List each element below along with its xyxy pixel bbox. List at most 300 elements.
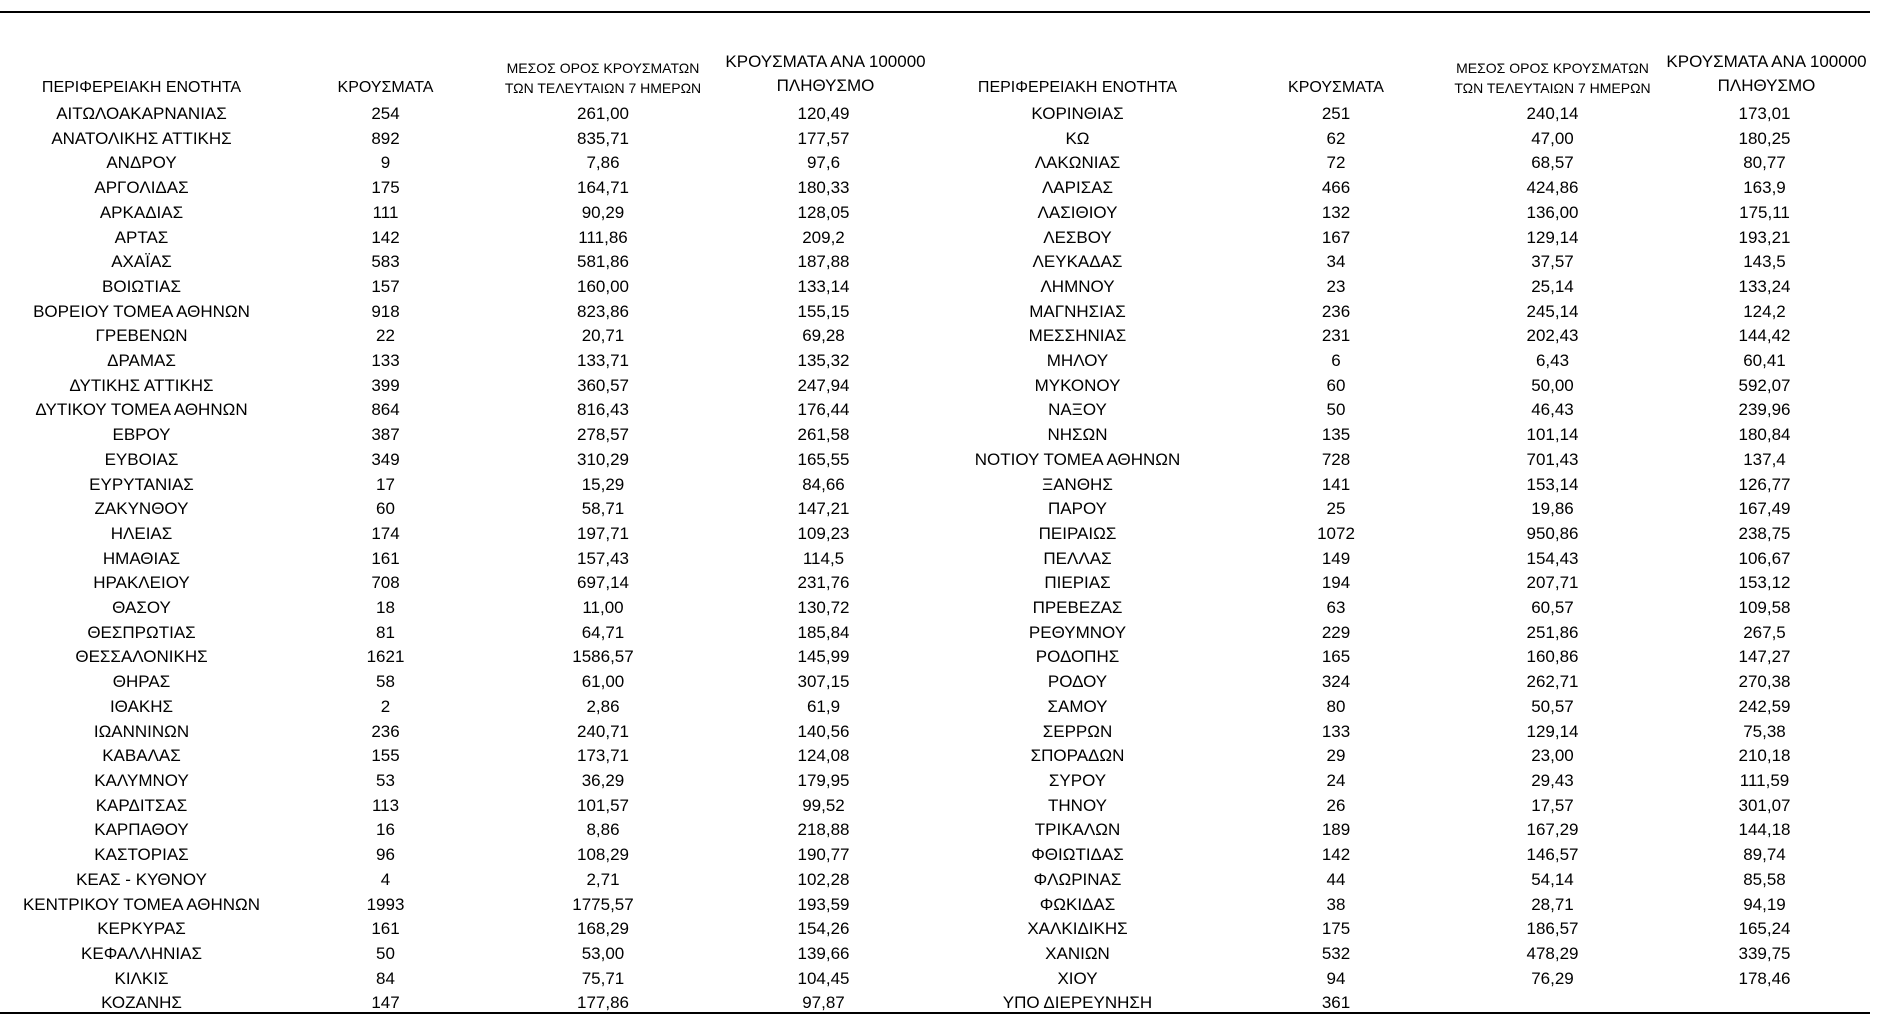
header-avg7-text: ΜΕΣΟΣ ΟΡΟΣ ΚΡΟΥΣΜΑΤΩΝ ΤΩΝ ΤΕΛΕΥΤΑΙΩΝ 7 ΗΜΕΡΩΝ bbox=[1454, 60, 1651, 96]
cases-cell: 63 bbox=[1326, 598, 1346, 618]
per100k-cell: 102,28 bbox=[797, 869, 850, 889]
per100k-cell: 187,88 bbox=[797, 252, 850, 272]
cases-cell: 113 bbox=[371, 795, 400, 815]
cases-cell: 60 bbox=[376, 499, 395, 519]
cases-cell: 728 bbox=[1321, 449, 1351, 469]
avg7-cell: 360,57 bbox=[577, 375, 629, 395]
cases-cell: 236 bbox=[371, 721, 400, 741]
region-cell: ΣΕΡΡΩΝ bbox=[1042, 721, 1113, 741]
region-cell: ΤΗΝΟΥ bbox=[1048, 795, 1107, 815]
region-cell: ΜΗΛΟΥ bbox=[1046, 351, 1109, 371]
cases-cell: 229 bbox=[1321, 622, 1351, 642]
per100k-cell: 126,77 bbox=[1738, 474, 1791, 494]
region-cell: ΖΑΚΥΝΘΟΥ bbox=[94, 499, 189, 519]
avg7-cell: 2,86 bbox=[586, 696, 620, 716]
region-cell: ΧΑΛΚΙΔΙΚΗΣ bbox=[1027, 919, 1128, 939]
per100k-cell: 238,75 bbox=[1738, 523, 1791, 543]
region-cell: ΚΙΛΚΙΣ bbox=[114, 968, 169, 988]
avg7-cell: 7,86 bbox=[586, 153, 620, 173]
cases-cell: 81 bbox=[376, 622, 395, 642]
table-row bbox=[0, 102, 1870, 127]
avg7-cell: 111,86 bbox=[578, 227, 628, 247]
table-row bbox=[0, 868, 1870, 893]
region-cell: ΗΜΑΘΙΑΣ bbox=[102, 548, 181, 568]
per100k-cell: 231,76 bbox=[797, 573, 850, 593]
cases-cell: 23 bbox=[1326, 276, 1346, 296]
avg7-cell: 23,00 bbox=[1531, 746, 1574, 766]
cases-cell: 135 bbox=[1321, 425, 1351, 445]
per100k-cell: 143,5 bbox=[1743, 252, 1786, 272]
per100k-cell: 130,72 bbox=[797, 598, 850, 618]
cases-cell: 147 bbox=[371, 993, 400, 1013]
region-cell: ΛΕΣΒΟΥ bbox=[1043, 227, 1112, 247]
avg7-cell: 816,43 bbox=[577, 400, 629, 420]
cases-cell: 167 bbox=[1321, 227, 1351, 247]
header-region-left: ΠΕΡΙΦΕΡΕΙΑΚΗ ΕΝΟΤΗΤΑ bbox=[41, 79, 242, 96]
region-cell: ΜΕΣΣΗΝΙΑΣ bbox=[1028, 326, 1127, 346]
region-cell: ΗΛΕΙΑΣ bbox=[110, 523, 173, 543]
avg7-cell: 823,86 bbox=[577, 301, 629, 321]
region-cell: ΦΩΚΙΔΑΣ bbox=[1039, 894, 1116, 914]
per100k-cell: 133,14 bbox=[797, 276, 850, 296]
region-cell: ΦΛΩΡΙΝΑΣ bbox=[1033, 869, 1122, 889]
per100k-cell: 167,49 bbox=[1738, 499, 1791, 519]
avg7-cell: 50,00 bbox=[1531, 375, 1574, 395]
header-cases-left: ΚΡΟΥΣΜΑΤΑ bbox=[337, 79, 434, 96]
cases-cell: 175 bbox=[371, 178, 400, 198]
cases-cell: 254 bbox=[371, 104, 400, 123]
avg7-cell: 245,14 bbox=[1526, 301, 1579, 321]
region-cell: ΘΗΡΑΣ bbox=[112, 672, 171, 692]
per100k-cell: 147,27 bbox=[1738, 647, 1791, 667]
header-avg7-left bbox=[488, 50, 718, 102]
header-per100k-left bbox=[718, 50, 929, 102]
avg7-cell: 697,14 bbox=[577, 573, 629, 593]
avg7-cell: 46,43 bbox=[1531, 400, 1574, 420]
per100k-cell: 210,18 bbox=[1738, 746, 1791, 766]
per100k-cell: 133,24 bbox=[1738, 276, 1791, 296]
table-row bbox=[0, 275, 1870, 300]
per100k-cell: 193,21 bbox=[1738, 227, 1791, 247]
region-cell: ΑΡΤΑΣ bbox=[114, 227, 169, 247]
avg7-cell: 101,14 bbox=[1526, 425, 1579, 445]
cases-cell: 22 bbox=[376, 326, 395, 346]
cases-cell: 149 bbox=[1321, 548, 1351, 568]
table-row bbox=[0, 769, 1870, 794]
avg7-cell: 108,29 bbox=[577, 845, 629, 865]
per100k-cell: 301,07 bbox=[1738, 795, 1791, 815]
cases-cell: 44 bbox=[1326, 869, 1346, 889]
table-row bbox=[0, 547, 1870, 572]
region-cell: ΤΡΙΚΑΛΩΝ bbox=[1034, 820, 1121, 840]
cases-cell: 53 bbox=[376, 770, 395, 790]
per100k-cell: 247,94 bbox=[797, 375, 850, 395]
region-cell: ΑΧΑΪΑΣ bbox=[111, 252, 172, 272]
cases-cell: 157 bbox=[371, 276, 400, 296]
avg7-cell: 207,71 bbox=[1526, 573, 1579, 593]
avg7-cell: 8,86 bbox=[586, 820, 620, 840]
cases-cell: 50 bbox=[376, 943, 395, 963]
avg7-cell: 75,71 bbox=[581, 968, 625, 988]
avg7-cell: 29,43 bbox=[1531, 770, 1574, 790]
table-row bbox=[0, 497, 1870, 522]
top-border-line bbox=[0, 11, 1870, 13]
table-row bbox=[0, 448, 1870, 473]
per100k-cell: 120,49 bbox=[797, 104, 850, 123]
cases-sheet bbox=[0, 50, 1870, 1016]
cases-cell: 1072 bbox=[1317, 523, 1355, 543]
region-cell: ΠΙΕΡΙΑΣ bbox=[1044, 573, 1111, 593]
avg7-cell: 251,86 bbox=[1526, 622, 1579, 642]
table-row bbox=[0, 398, 1870, 423]
region-cell: ΕΥΡΥΤΑΝΙΑΣ bbox=[89, 474, 194, 494]
table-row bbox=[0, 522, 1870, 547]
per100k-cell: 84,66 bbox=[802, 474, 845, 494]
region-cell: ΣΑΜΟΥ bbox=[1047, 696, 1108, 716]
table-row bbox=[0, 176, 1870, 201]
avg7-cell: 167,29 bbox=[1526, 820, 1579, 840]
cases-cell: 349 bbox=[371, 449, 400, 469]
table-row bbox=[0, 473, 1870, 498]
cases-cell: 34 bbox=[1326, 252, 1346, 272]
cases-cell: 194 bbox=[1321, 573, 1351, 593]
cases-cell: 111 bbox=[372, 202, 399, 222]
cases-cell: 4 bbox=[380, 869, 391, 889]
avg7-cell: 76,29 bbox=[1531, 968, 1574, 988]
table-row bbox=[0, 349, 1870, 374]
cases-cell: 133 bbox=[371, 351, 400, 371]
cases-cell: 72 bbox=[1326, 153, 1346, 173]
per100k-cell: 178,46 bbox=[1738, 968, 1791, 988]
table-body bbox=[0, 102, 1870, 1016]
cases-cell: 165 bbox=[1321, 647, 1351, 667]
cases-cell: 1993 bbox=[366, 894, 405, 914]
cases-cell: 25 bbox=[1326, 499, 1346, 519]
region-cell: ΕΒΡΟΥ bbox=[112, 425, 171, 445]
table-row bbox=[0, 967, 1870, 992]
region-cell: ΚΕΝΤΡΙΚΟΥ ΤΟΜΕΑ ΑΘΗΝΩΝ bbox=[22, 894, 261, 914]
per100k-cell: 109,58 bbox=[1738, 598, 1791, 618]
region-cell: ΓΡΕΒΕΝΩΝ bbox=[95, 326, 188, 346]
per100k-cell: 270,38 bbox=[1738, 672, 1791, 692]
table-row bbox=[0, 250, 1870, 275]
cases-cell: 251 bbox=[1321, 104, 1351, 123]
per100k-cell: 60,41 bbox=[1743, 351, 1786, 371]
avg7-cell: 64,71 bbox=[581, 622, 625, 642]
avg7-cell: 6,43 bbox=[1535, 351, 1570, 371]
header-per100k-right bbox=[1659, 50, 1870, 102]
per100k-cell: 176,44 bbox=[797, 400, 850, 420]
avg7-cell: 262,71 bbox=[1526, 672, 1579, 692]
cases-cell: 466 bbox=[1321, 178, 1351, 198]
cases-cell: 864 bbox=[371, 400, 400, 420]
avg7-cell: 37,57 bbox=[1531, 252, 1574, 272]
region-cell: ΧΙΟΥ bbox=[1057, 968, 1098, 988]
cases-cell: 62 bbox=[1326, 128, 1346, 148]
per100k-cell: 97,6 bbox=[806, 153, 841, 173]
per100k-cell: 94,19 bbox=[1743, 894, 1786, 914]
region-cell: ΜΑΓΝΗΣΙΑΣ bbox=[1029, 301, 1126, 321]
avg7-cell: 11,00 bbox=[582, 598, 624, 618]
per100k-cell: 111,59 bbox=[1739, 770, 1790, 790]
table-row bbox=[0, 571, 1870, 596]
cases-cell: 532 bbox=[1321, 943, 1351, 963]
per100k-cell: 180,33 bbox=[797, 178, 850, 198]
table-row bbox=[0, 794, 1870, 819]
region-cell: ΝΟΤΙΟΥ ΤΟΜΕΑ ΑΘΗΝΩΝ bbox=[974, 449, 1181, 469]
per100k-cell: 114,5 bbox=[802, 548, 845, 568]
region-cell: ΒΟΡΕΙΟΥ ΤΟΜΕΑ ΑΘΗΝΩΝ bbox=[33, 301, 250, 321]
table-row bbox=[0, 645, 1870, 670]
header-avg7-text: ΜΕΣΟΣ ΟΡΟΣ ΚΡΟΥΣΜΑΤΩΝ ΤΩΝ ΤΕΛΕΥΤΑΙΩΝ 7 ΗΜΕΡΩΝ bbox=[504, 60, 702, 96]
avg7-cell: 950,86 bbox=[1526, 523, 1579, 543]
avg7-cell: 20,71 bbox=[581, 326, 625, 346]
per100k-cell: 145,99 bbox=[797, 647, 850, 667]
avg7-cell: 19,86 bbox=[1531, 499, 1574, 519]
cases-cell: 16 bbox=[376, 820, 395, 840]
avg7-cell: 835,71 bbox=[577, 128, 629, 148]
per100k-cell: 218,88 bbox=[797, 820, 850, 840]
per100k-cell: 99,52 bbox=[802, 795, 845, 815]
cases-cell: 60 bbox=[1326, 375, 1346, 395]
per100k-cell: 267,5 bbox=[1743, 622, 1786, 642]
avg7-cell: 310,29 bbox=[577, 449, 629, 469]
table-row bbox=[0, 151, 1870, 176]
avg7-cell: 1775,57 bbox=[572, 894, 634, 914]
region-cell: ΚΟΖΑΝΗΣ bbox=[101, 993, 182, 1013]
avg7-cell: 240,71 bbox=[577, 721, 629, 741]
region-cell: ΚΑΒΑΛΑΣ bbox=[102, 746, 181, 766]
region-cell: ΜΥΚΟΝΟΥ bbox=[1034, 375, 1121, 395]
cases-cell: 892 bbox=[371, 128, 400, 148]
per100k-cell: 153,12 bbox=[1738, 573, 1791, 593]
header-row bbox=[0, 50, 1870, 102]
per100k-cell: 307,15 bbox=[797, 672, 850, 692]
header-avg7-right bbox=[1446, 50, 1659, 102]
table-row bbox=[0, 596, 1870, 621]
avg7-cell: 61,00 bbox=[581, 672, 625, 692]
avg7-cell: 47,00 bbox=[1531, 128, 1574, 148]
region-cell: ΚΑΛΥΜΝΟΥ bbox=[94, 770, 189, 790]
per100k-cell: 147,21 bbox=[797, 499, 850, 519]
region-cell: ΡΕΘΥΜΝΟΥ bbox=[1028, 622, 1127, 642]
per100k-cell: 165,55 bbox=[797, 449, 850, 469]
per100k-cell: 193,59 bbox=[797, 894, 850, 914]
per100k-cell: 339,75 bbox=[1738, 943, 1791, 963]
table-row bbox=[0, 893, 1870, 918]
header-region-right: ΠΕΡΙΦΕΡΕΙΑΚΗ ΕΝΟΤΗΤΑ bbox=[977, 79, 1178, 96]
avg7-cell: 186,57 bbox=[1526, 919, 1579, 939]
region-cell: ΣΠΟΡΑΔΩΝ bbox=[1030, 746, 1125, 766]
avg7-cell: 478,29 bbox=[1526, 943, 1579, 963]
cases-cell: 94 bbox=[1326, 968, 1346, 988]
per100k-cell: 135,32 bbox=[797, 351, 850, 371]
table-row bbox=[0, 917, 1870, 942]
cases-cell: 26 bbox=[1326, 795, 1346, 815]
avg7-cell: 136,00 bbox=[1526, 202, 1579, 222]
avg7-cell: 129,14 bbox=[1526, 721, 1579, 741]
per100k-cell: 261,58 bbox=[797, 425, 850, 445]
table-row bbox=[0, 744, 1870, 769]
cases-cell: 583 bbox=[371, 252, 400, 272]
region-cell: ΑΙΤΩΛΟΑΚΑΡΝΑΝΙΑΣ bbox=[56, 104, 227, 123]
region-cell: ΑΡΓΟΛΙΔΑΣ bbox=[94, 178, 189, 198]
region-cell: ΧΑΝΙΩΝ bbox=[1045, 943, 1110, 963]
avg7-cell: 157,43 bbox=[577, 548, 629, 568]
avg7-cell: 581,86 bbox=[577, 252, 629, 272]
per100k-cell: 155,15 bbox=[797, 301, 850, 321]
per100k-cell: 144,18 bbox=[1738, 820, 1791, 840]
per100k-cell: 185,84 bbox=[797, 622, 850, 642]
per100k-cell: 239,96 bbox=[1738, 400, 1791, 420]
cases-cell: 58 bbox=[376, 672, 395, 692]
per100k-cell: 139,66 bbox=[797, 943, 850, 963]
avg7-cell: 1586,57 bbox=[572, 647, 634, 667]
region-cell: ΛΑΡΙΣΑΣ bbox=[1041, 178, 1114, 198]
region-cell: ΡΟΔΟΠΗΣ bbox=[1035, 647, 1120, 667]
avg7-cell: 173,71 bbox=[577, 746, 629, 766]
cases-cell: 133 bbox=[1321, 721, 1351, 741]
cases-cell: 132 bbox=[1321, 202, 1351, 222]
per100k-cell: 190,77 bbox=[797, 845, 850, 865]
avg7-cell: 129,14 bbox=[1526, 227, 1579, 247]
avg7-cell: 146,57 bbox=[1526, 845, 1579, 865]
avg7-cell: 278,57 bbox=[577, 425, 629, 445]
region-cell: ΣΥΡΟΥ bbox=[1048, 770, 1107, 790]
table-row bbox=[0, 127, 1870, 152]
table-row bbox=[0, 201, 1870, 226]
per100k-cell: 175,11 bbox=[1739, 202, 1790, 222]
per100k-cell: 104,45 bbox=[797, 968, 850, 988]
avg7-cell: 197,71 bbox=[577, 523, 629, 543]
cases-cell: 38 bbox=[1326, 894, 1346, 914]
cases-cell: 84 bbox=[376, 968, 395, 988]
per100k-cell: 75,38 bbox=[1743, 721, 1786, 741]
header-per100k-text: ΚΡΟΥΣΜΑΤΑ ΑΝΑ 100000 ΠΛΗΘΥΣΜΟ bbox=[725, 52, 926, 95]
cases-cell: 918 bbox=[371, 301, 400, 321]
per100k-cell: 97,87 bbox=[802, 993, 845, 1013]
avg7-cell: 68,57 bbox=[1531, 153, 1574, 173]
cases-cell: 236 bbox=[1321, 301, 1351, 321]
cases-cell: 161 bbox=[371, 548, 400, 568]
avg7-cell: 164,71 bbox=[577, 178, 629, 198]
table-row bbox=[0, 324, 1870, 349]
cases-cell: 50 bbox=[1326, 400, 1346, 420]
region-cell: ΑΝΑΤΟΛΙΚΗΣ ΑΤΤΙΚΗΣ bbox=[51, 128, 232, 148]
region-cell: ΕΥΒΟΙΑΣ bbox=[104, 449, 179, 469]
region-cell: ΥΠΟ ΔΙΕΡΕΥΝΗΣΗ bbox=[1002, 993, 1153, 1013]
avg7-cell: 240,14 bbox=[1526, 104, 1579, 123]
cases-cell: 161 bbox=[371, 919, 400, 939]
region-cell: ΦΘΙΩΤΙΔΑΣ bbox=[1031, 845, 1124, 865]
per100k-cell: 165,24 bbox=[1738, 919, 1791, 939]
per100k-cell: 140,56 bbox=[797, 721, 850, 741]
per100k-cell: 128,05 bbox=[797, 202, 850, 222]
avg7-cell: 160,86 bbox=[1526, 647, 1579, 667]
per100k-cell: 69,28 bbox=[802, 326, 845, 346]
per100k-cell: 209,2 bbox=[802, 227, 845, 247]
region-cell: ΠΕΙΡΑΙΩΣ bbox=[1038, 523, 1117, 543]
table-row bbox=[0, 843, 1870, 868]
region-cell: ΙΘΑΚΗΣ bbox=[109, 696, 174, 716]
region-cell: ΚΕΑΣ - ΚΥΘΝΟΥ bbox=[76, 869, 207, 889]
avg7-cell: 15,29 bbox=[581, 474, 625, 494]
cases-cell: 96 bbox=[376, 845, 395, 865]
region-cell: ΔΥΤΙΚΗΣ ΑΤΤΙΚΗΣ bbox=[69, 375, 214, 395]
cases-cell: 142 bbox=[1321, 845, 1351, 865]
cases-cell: 324 bbox=[1321, 672, 1351, 692]
cases-cell: 708 bbox=[371, 573, 400, 593]
region-cell: ΚΕΦΑΛΛΗΝΙΑΣ bbox=[81, 943, 202, 963]
region-cell: ΛΑΣΙΘΙΟΥ bbox=[1037, 202, 1118, 222]
cases-cell: 80 bbox=[1326, 696, 1346, 716]
region-cell: ΚΟΡΙΝΘΙΑΣ bbox=[1031, 104, 1124, 123]
cases-cell: 1621 bbox=[366, 647, 405, 667]
per100k-cell: 173,01 bbox=[1738, 104, 1791, 123]
region-cell: ΠΑΡΟΥ bbox=[1048, 499, 1107, 519]
table-row bbox=[0, 374, 1870, 399]
per100k-cell: 242,59 bbox=[1738, 696, 1791, 716]
per100k-cell: 177,57 bbox=[797, 128, 850, 148]
per100k-cell: 124,08 bbox=[797, 746, 850, 766]
table-row bbox=[0, 621, 1870, 646]
region-cell: ΛΗΜΝΟΥ bbox=[1040, 276, 1115, 296]
cases-cell: 387 bbox=[371, 425, 400, 445]
region-cell: ΘΕΣΣΑΛΟΝΙΚΗΣ bbox=[75, 647, 208, 667]
region-cell: ΑΝΔΡΟΥ bbox=[106, 153, 177, 173]
per100k-cell: 179,95 bbox=[797, 770, 850, 790]
per100k-cell: 163,9 bbox=[1743, 178, 1786, 198]
per100k-cell: 592,07 bbox=[1738, 375, 1791, 395]
avg7-cell: 54,14 bbox=[1531, 869, 1574, 889]
region-cell: ΚΩ bbox=[1065, 128, 1090, 148]
avg7-cell: 50,57 bbox=[1531, 696, 1574, 716]
region-cell: ΔΥΤΙΚΟΥ ΤΟΜΕΑ ΑΘΗΝΩΝ bbox=[35, 400, 248, 420]
region-cell: ΚΕΡΚΥΡΑΣ bbox=[97, 919, 186, 939]
region-cell: ΝΑΞΟΥ bbox=[1048, 400, 1107, 420]
cases-cell: 6 bbox=[1331, 351, 1341, 371]
header-per100k-text: ΚΡΟΥΣΜΑΤΑ ΑΝΑ 100000 ΠΛΗΘΥΣΜΟ bbox=[1666, 52, 1867, 95]
region-cell: ΑΡΚΑΔΙΑΣ bbox=[99, 202, 184, 222]
avg7-cell: 424,86 bbox=[1526, 178, 1579, 198]
region-cell: ΠΡΕΒΕΖΑΣ bbox=[1032, 598, 1123, 618]
avg7-cell: 177,86 bbox=[577, 993, 629, 1013]
region-cell: ΡΟΔΟΥ bbox=[1047, 672, 1108, 692]
avg7-cell: 701,43 bbox=[1526, 449, 1579, 469]
region-cell: ΗΡΑΚΛΕΙΟΥ bbox=[93, 573, 190, 593]
table-row bbox=[0, 942, 1870, 967]
region-cell: ΘΑΣΟΥ bbox=[112, 598, 171, 618]
avg7-cell: 25,14 bbox=[1531, 276, 1574, 296]
per100k-cell: 106,67 bbox=[1738, 548, 1791, 568]
cases-cell: 175 bbox=[1321, 919, 1351, 939]
region-cell: ΛΑΚΩΝΙΑΣ bbox=[1034, 153, 1121, 173]
cases-cell: 18 bbox=[376, 598, 395, 618]
avg7-cell: 168,29 bbox=[577, 919, 629, 939]
cases-cell: 155 bbox=[371, 746, 400, 766]
per100k-cell: 89,74 bbox=[1743, 845, 1786, 865]
per100k-cell: 124,2 bbox=[1743, 301, 1786, 321]
per100k-cell: 180,84 bbox=[1738, 425, 1791, 445]
per100k-cell: 61,9 bbox=[806, 696, 841, 716]
table-row bbox=[0, 226, 1870, 251]
table-row bbox=[0, 423, 1870, 448]
header-cases-right: ΚΡΟΥΣΜΑΤΑ bbox=[1288, 79, 1384, 96]
avg7-cell: 101,57 bbox=[577, 795, 629, 815]
cases-cell: 399 bbox=[371, 375, 400, 395]
avg7-cell: 28,71 bbox=[1531, 894, 1574, 914]
avg7-cell: 160,00 bbox=[577, 276, 629, 296]
